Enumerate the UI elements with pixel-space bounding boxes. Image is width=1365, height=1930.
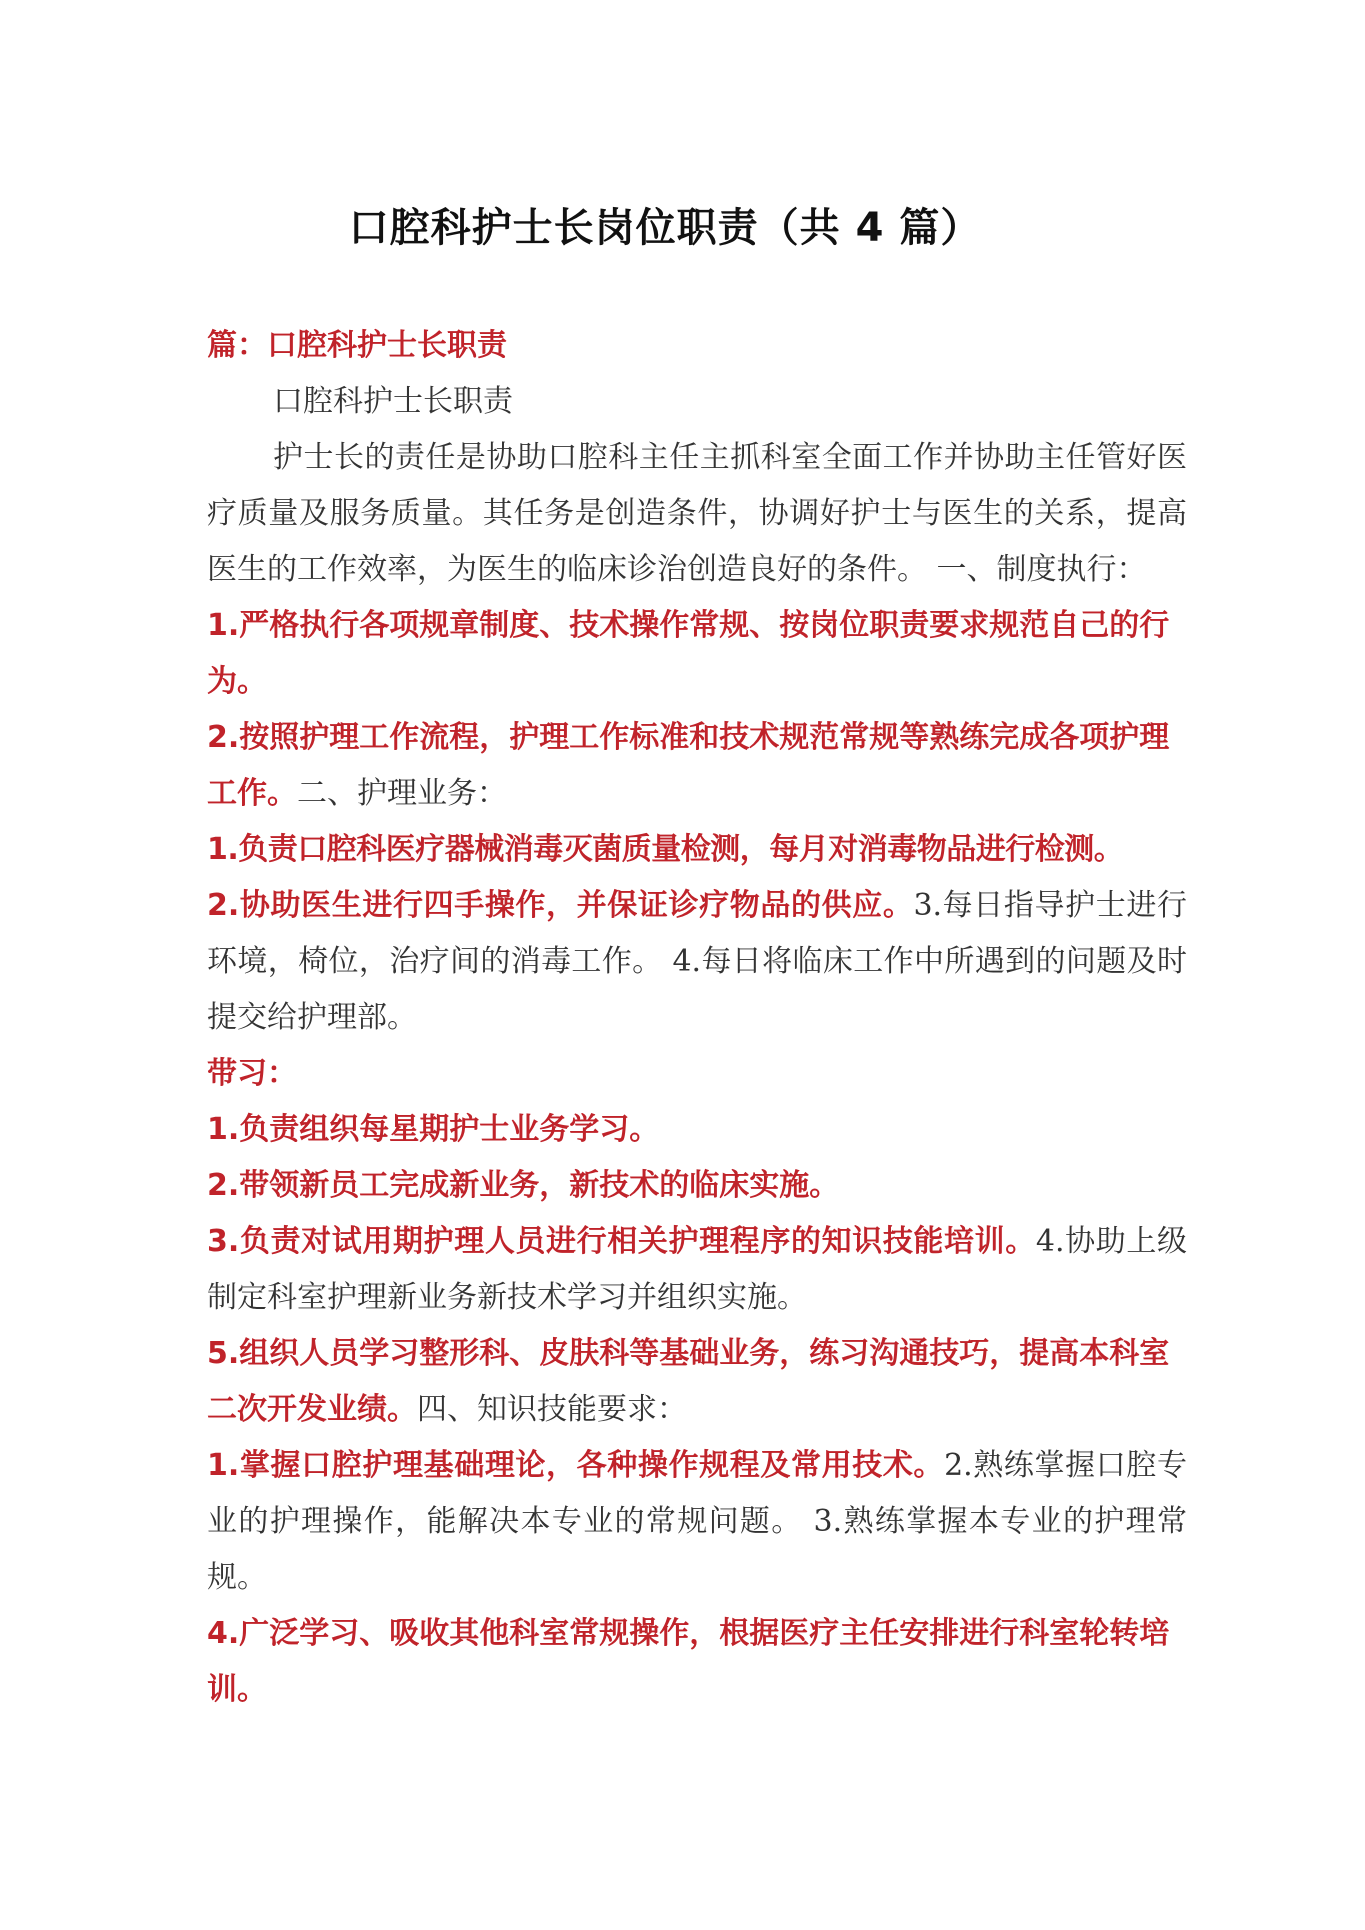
teaching-item-4: 4.协助上级制定科室护理新业务新技术学习并组织实施。 [207,1224,1187,1315]
nursing-items-3-4: 3.每日指导护士进行环境，椅位，治疗间的消毒工作。 4.每日将临床工作中所遇到的问题及时提交给护理部。 [207,888,1187,1035]
nursing-item-1: 1.负责口腔科医疗器械消毒灭菌质量检测，每月对消毒物品进行检测。 [207,832,1124,867]
teaching-item-5-paragraph [207,1326,1187,1438]
nursing-business-heading: 二、护理业务： [297,776,507,811]
section-heading: 篇：口腔科护士长职责 [207,328,507,363]
skills-items-2-3: 2.熟练掌握口腔专业的护理操作，能解决本专业的常规问题。 3.熟练掌握本专业的护理常规。 [207,1448,1187,1595]
teaching-item-5: 5.组织人员学习整形科、皮肤科等基础业务，练习沟通技巧，提高本科室二次开发业绩。 [207,1336,1170,1427]
regulation-item-1: 1.严格执行各项规章制度、技术操作常规、按岗位职责要求规范自己的行为。 [207,608,1170,699]
regulation-item-2-paragraph [207,710,1187,822]
skills-items-paragraph [207,1438,1187,1606]
document-body [207,318,1187,1718]
teaching-item-1: 1.负责组织每星期护士业务学习。 [207,1112,660,1147]
intro-paragraph: 护士长的责任是协助口腔科主任主抓科室全面工作并协助主任管好医疗质量及服务质量。其任务是创造条件，协调好护士与医生的关系，提高医生的工作效率，为医生的临床诊治创造良好的条件。 一、制度执行： [207,440,1187,587]
skills-heading: 四、知识技能要求： [417,1392,687,1427]
regulation-item-2: 2.按照护理工作流程，护理工作标准和技术规范常规等熟练完成各项护理工作。 [207,720,1170,811]
teaching-item-2: 2.带领新员工完成新业务，新技术的临床实施。 [207,1168,840,1203]
nursing-items-paragraph [207,878,1187,1046]
nursing-item-2: 2.协助医生进行四手操作，并保证诊疗物品的供应。 [207,888,914,923]
skills-item-1: 1.掌握口腔护理基础理论，各种操作规程及常用技术。 [207,1448,945,1483]
teaching-items-3-4-paragraph [207,1214,1187,1326]
section-subtitle: 口腔科护士长职责 [273,384,513,419]
document-title: 口腔科护士长岗位职责（共 4 篇） [348,205,982,251]
teaching-item-3: 3.负责对试用期护理人员进行相关护理程序的知识技能培训。 [207,1224,1036,1259]
skills-item-4: 4.广泛学习、吸收其他科室常规操作，根据医疗主任安排进行科室轮转培训。 [207,1616,1170,1707]
teaching-heading: 带习： [207,1056,297,1091]
